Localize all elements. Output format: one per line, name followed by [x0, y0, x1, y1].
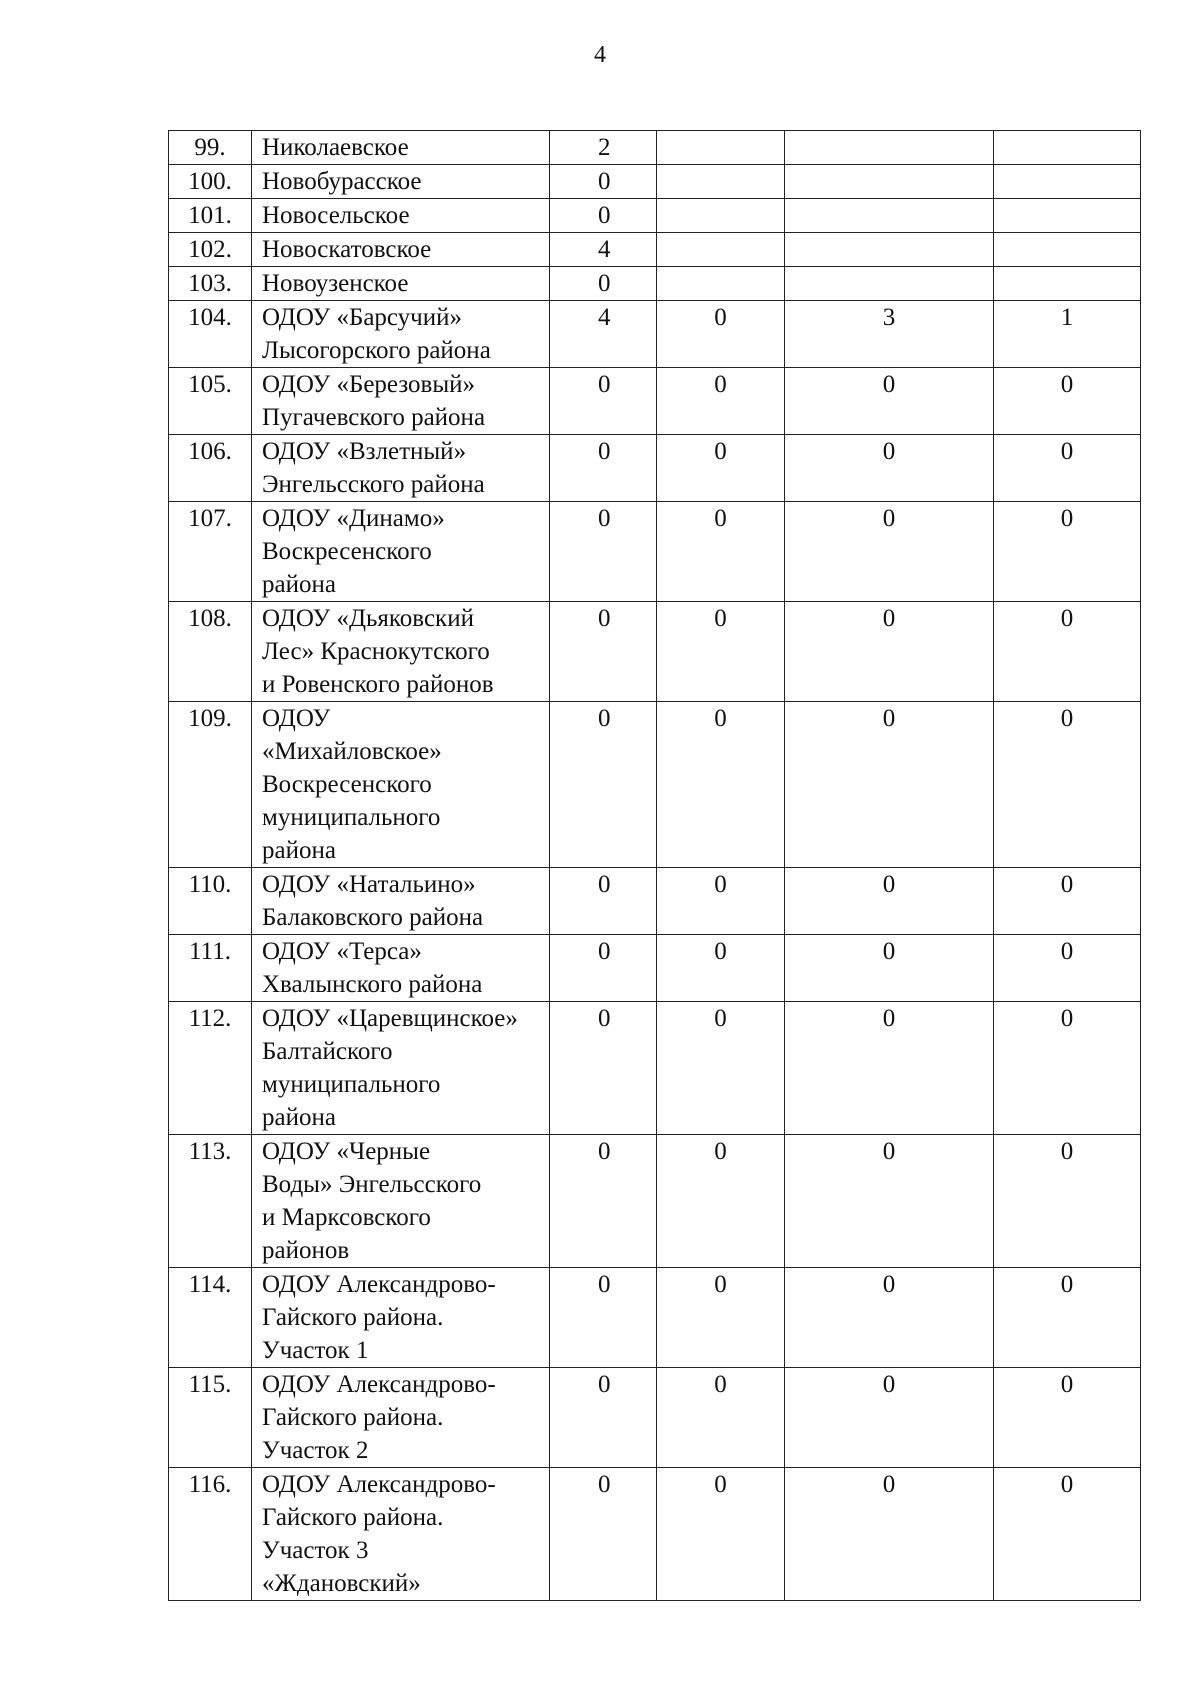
row-number: 109.: [169, 702, 252, 868]
row-value-1: 4: [550, 233, 657, 267]
row-name: Новоскатовское: [252, 233, 550, 267]
row-name: ОДОУ «Царевщинское» Балтайского муниципального района: [252, 1002, 550, 1135]
row-value-2: [657, 131, 785, 165]
row-value-4: [994, 267, 1141, 301]
row-number: 107.: [169, 502, 252, 602]
row-name: ОДОУ «Натальино» Балаковского района: [252, 868, 550, 935]
row-value-1: 0: [550, 165, 657, 199]
row-name: ОДОУ «Барсучий» Лысогорского района: [252, 301, 550, 368]
table-row: [169, 301, 1141, 368]
row-value-3: 3: [785, 301, 994, 368]
row-value-1: 0: [550, 868, 657, 935]
row-value-4: 0: [994, 1368, 1141, 1468]
table-row: [169, 935, 1141, 1002]
table-row: [169, 702, 1141, 868]
row-value-1: 0: [550, 502, 657, 602]
row-value-3: 0: [785, 1468, 994, 1601]
table-row: [169, 1268, 1141, 1368]
row-value-1: 0: [550, 702, 657, 868]
row-value-2: 0: [657, 702, 785, 868]
row-number: 105.: [169, 368, 252, 435]
row-value-4: [994, 131, 1141, 165]
row-number: 115.: [169, 1368, 252, 1468]
row-value-4: 0: [994, 1002, 1141, 1135]
table-row: [169, 1468, 1141, 1601]
table-row: [169, 1002, 1141, 1135]
row-value-4: [994, 199, 1141, 233]
row-name: ОДОУ Александрово- Гайского района. Участок 1: [252, 1268, 550, 1368]
row-value-2: 0: [657, 1468, 785, 1601]
table-row: [169, 602, 1141, 702]
row-value-1: 0: [550, 602, 657, 702]
row-value-4: [994, 165, 1141, 199]
row-value-2: 0: [657, 435, 785, 502]
row-value-2: 0: [657, 301, 785, 368]
row-value-3: [785, 267, 994, 301]
row-value-4: 0: [994, 935, 1141, 1002]
row-value-3: [785, 233, 994, 267]
row-value-3: [785, 131, 994, 165]
row-number: 103.: [169, 267, 252, 301]
row-number: 101.: [169, 199, 252, 233]
row-number: 106.: [169, 435, 252, 502]
table-row: [169, 868, 1141, 935]
table-row: [169, 1368, 1141, 1468]
row-value-1: 0: [550, 1002, 657, 1135]
row-value-4: 0: [994, 502, 1141, 602]
row-name: ОДОУ Александрово- Гайского района. Участок 2: [252, 1368, 550, 1468]
row-value-1: 0: [550, 368, 657, 435]
table-row: [169, 199, 1141, 233]
row-value-1: 0: [550, 1135, 657, 1268]
row-number: 114.: [169, 1268, 252, 1368]
row-name: Николаевское: [252, 131, 550, 165]
row-value-3: [785, 199, 994, 233]
row-value-2: [657, 165, 785, 199]
table-row: [169, 131, 1141, 165]
row-value-2: 0: [657, 368, 785, 435]
row-value-2: 0: [657, 502, 785, 602]
row-name: Новобурасское: [252, 165, 550, 199]
row-number: 99.: [169, 131, 252, 165]
row-value-3: 0: [785, 602, 994, 702]
row-value-2: 0: [657, 868, 785, 935]
row-value-3: 0: [785, 868, 994, 935]
row-name: ОДОУ «Березовый» Пугачевского района: [252, 368, 550, 435]
row-value-3: 0: [785, 435, 994, 502]
row-value-1: 0: [550, 199, 657, 233]
table-row: [169, 1135, 1141, 1268]
row-value-4: 0: [994, 868, 1141, 935]
table-row: [169, 435, 1141, 502]
row-name: ОДОУ Александрово- Гайского района. Участок 3 «Ждановский»: [252, 1468, 550, 1601]
row-value-4: 0: [994, 435, 1141, 502]
data-table-body: [169, 131, 1141, 1601]
row-value-1: 0: [550, 267, 657, 301]
row-name: ОДОУ «Динамо» Воскресенского района: [252, 502, 550, 602]
table-row: [169, 165, 1141, 199]
row-value-4: 0: [994, 702, 1141, 868]
row-value-2: [657, 199, 785, 233]
table-row: [169, 267, 1141, 301]
row-value-3: 0: [785, 1135, 994, 1268]
row-value-4: 0: [994, 1135, 1141, 1268]
row-value-3: 0: [785, 702, 994, 868]
row-value-4: [994, 233, 1141, 267]
row-value-3: [785, 165, 994, 199]
row-value-3: 0: [785, 1268, 994, 1368]
row-value-4: 0: [994, 602, 1141, 702]
row-value-1: 0: [550, 1368, 657, 1468]
row-value-3: 0: [785, 1002, 994, 1135]
row-value-1: 4: [550, 301, 657, 368]
row-number: 100.: [169, 165, 252, 199]
row-number: 104.: [169, 301, 252, 368]
row-number: 110.: [169, 868, 252, 935]
row-value-1: 0: [550, 435, 657, 502]
row-value-2: 0: [657, 935, 785, 1002]
row-name: ОДОУ «Взлетный» Энгельсского района: [252, 435, 550, 502]
table-row: [169, 368, 1141, 435]
row-name: ОДОУ «Черные Воды» Энгельсского и Марксовского районов: [252, 1135, 550, 1268]
table-row: [169, 502, 1141, 602]
row-number: 112.: [169, 1002, 252, 1135]
row-value-3: 0: [785, 1368, 994, 1468]
row-value-2: [657, 233, 785, 267]
row-value-3: 0: [785, 935, 994, 1002]
data-table: [168, 130, 1141, 1601]
row-value-3: 0: [785, 502, 994, 602]
row-value-2: 0: [657, 602, 785, 702]
row-name: ОДОУ «Михайловское» Воскресенского муниципального района: [252, 702, 550, 868]
row-number: 108.: [169, 602, 252, 702]
row-value-2: 0: [657, 1135, 785, 1268]
row-number: 102.: [169, 233, 252, 267]
table-row: [169, 233, 1141, 267]
row-name: ОДОУ «Дьяковский Лес» Краснокутского и Ровенского районов: [252, 602, 550, 702]
row-value-1: 2: [550, 131, 657, 165]
row-value-4: 0: [994, 1268, 1141, 1368]
row-number: 113.: [169, 1135, 252, 1268]
row-value-1: 0: [550, 1468, 657, 1601]
row-value-4: 1: [994, 301, 1141, 368]
row-value-1: 0: [550, 935, 657, 1002]
page-number: 4: [594, 42, 606, 68]
row-value-2: 0: [657, 1368, 785, 1468]
row-value-4: 0: [994, 368, 1141, 435]
row-name: ОДОУ «Терса» Хвалынского района: [252, 935, 550, 1002]
row-number: 116.: [169, 1468, 252, 1601]
row-name: Новосельское: [252, 199, 550, 233]
row-value-2: 0: [657, 1002, 785, 1135]
row-name: Новоузенское: [252, 267, 550, 301]
row-value-2: 0: [657, 1268, 785, 1368]
row-value-2: [657, 267, 785, 301]
row-value-3: 0: [785, 368, 994, 435]
row-value-4: 0: [994, 1468, 1141, 1601]
row-number: 111.: [169, 935, 252, 1002]
row-value-1: 0: [550, 1268, 657, 1368]
